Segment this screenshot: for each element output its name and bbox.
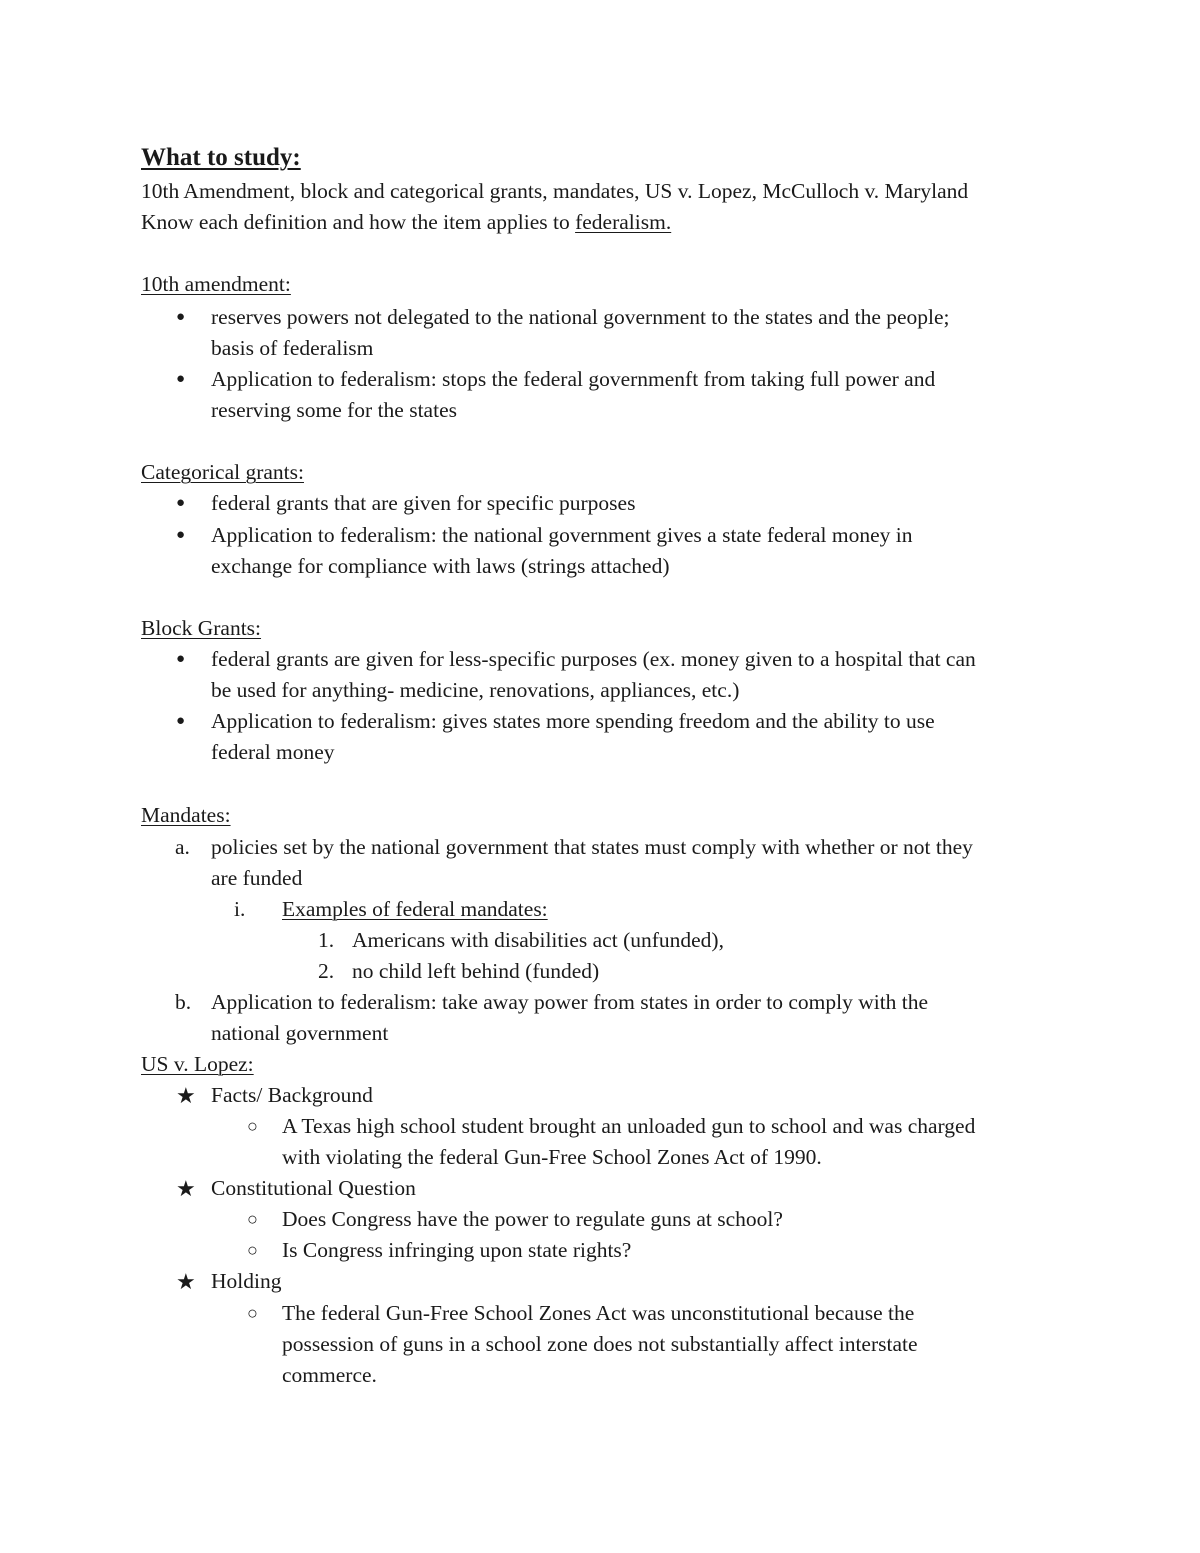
list-item: Does Congress have the power to regulate guns at school? bbox=[282, 1207, 783, 1231]
list-item-continuation: national government bbox=[211, 1021, 389, 1045]
star-icon: ★ bbox=[176, 1269, 196, 1294]
bullet-icon: ● bbox=[176, 651, 186, 667]
list-item: policies set by the national government that states must comply with whether or not they bbox=[211, 835, 973, 859]
bullet-icon: ● bbox=[176, 713, 186, 729]
list-item: federal grants that are given for specific purposes bbox=[211, 491, 636, 515]
topics-line: 10th Amendment, block and categorical grants, mandates, US v. Lopez, McCulloch v. Maryland bbox=[141, 179, 969, 203]
list-item: Constitutional Question bbox=[211, 1176, 416, 1200]
circle-bullet-icon: ○ bbox=[247, 1303, 258, 1323]
list-item: Facts/ Background bbox=[211, 1083, 373, 1107]
mandates-heading: Mandates: bbox=[141, 803, 231, 827]
list-marker: i. bbox=[234, 897, 246, 921]
categorical-grants-heading: Categorical grants: bbox=[141, 460, 304, 484]
bullet-icon: ● bbox=[176, 309, 186, 325]
list-item-continuation: commerce. bbox=[282, 1363, 377, 1387]
list-item: A Texas high school student brought an unloaded gun to school and was charged bbox=[282, 1114, 976, 1138]
list-item-continuation: reserving some for the states bbox=[211, 398, 457, 422]
list-item: Is Congress infringing upon state rights? bbox=[282, 1238, 632, 1262]
instruction-text: Know each definition and how the item applies to bbox=[141, 210, 576, 234]
sublist-heading: Examples of federal mandates: bbox=[282, 897, 548, 921]
list-item-continuation: basis of federalism bbox=[211, 336, 374, 360]
lopez-heading: US v. Lopez: bbox=[141, 1052, 254, 1076]
block-grants-heading: Block Grants: bbox=[141, 616, 262, 640]
circle-bullet-icon: ○ bbox=[247, 1240, 258, 1260]
list-item: Americans with disabilities act (unfunded), bbox=[352, 928, 724, 952]
bullet-icon: ● bbox=[176, 371, 186, 387]
list-item: Application to federalism: the national government gives a state federal money in bbox=[211, 523, 913, 547]
list-item-continuation: with violating the federal Gun-Free School Zones Act of 1990. bbox=[282, 1145, 822, 1169]
list-item: Holding bbox=[211, 1269, 282, 1293]
bullet-icon: ● bbox=[176, 495, 186, 511]
list-item-continuation: exchange for compliance with laws (strings attached) bbox=[211, 554, 670, 578]
list-marker: 2. bbox=[318, 959, 335, 983]
tenth-amendment-heading: 10th amendment: bbox=[141, 272, 291, 296]
bullet-icon: ● bbox=[176, 527, 186, 543]
list-item: no child left behind (funded) bbox=[352, 959, 600, 983]
page-title: What to study: bbox=[141, 144, 301, 171]
circle-bullet-icon: ○ bbox=[247, 1116, 258, 1136]
star-icon: ★ bbox=[176, 1083, 196, 1108]
star-icon: ★ bbox=[176, 1176, 196, 1201]
list-marker: a. bbox=[175, 835, 190, 859]
list-marker: b. bbox=[175, 990, 192, 1014]
list-item-continuation: be used for anything- medicine, renovations, appliances, etc.) bbox=[211, 678, 740, 702]
list-item: The federal Gun-Free School Zones Act was unconstitutional because the bbox=[282, 1301, 915, 1325]
list-item: reserves powers not delegated to the national government to the states and the people; bbox=[211, 305, 950, 329]
list-item: Application to federalism: take away power from states in order to comply with the bbox=[211, 990, 929, 1014]
list-item-continuation: are funded bbox=[211, 866, 303, 890]
list-item: Application to federalism: stops the federal governmenft from taking full power and bbox=[211, 367, 936, 391]
list-item-continuation: federal money bbox=[211, 740, 335, 764]
list-item-continuation: possession of guns in a school zone does not substantially affect interstate bbox=[282, 1332, 918, 1356]
list-item: Application to federalism: gives states more spending freedom and the ability to use bbox=[211, 709, 935, 733]
federalism-underlined: federalism. bbox=[575, 210, 672, 234]
list-item: federal grants are given for less-specific purposes (ex. money given to a hospital that can bbox=[211, 647, 976, 671]
list-marker: 1. bbox=[318, 928, 335, 952]
circle-bullet-icon: ○ bbox=[247, 1209, 258, 1229]
instruction-line bbox=[141, 207, 671, 238]
